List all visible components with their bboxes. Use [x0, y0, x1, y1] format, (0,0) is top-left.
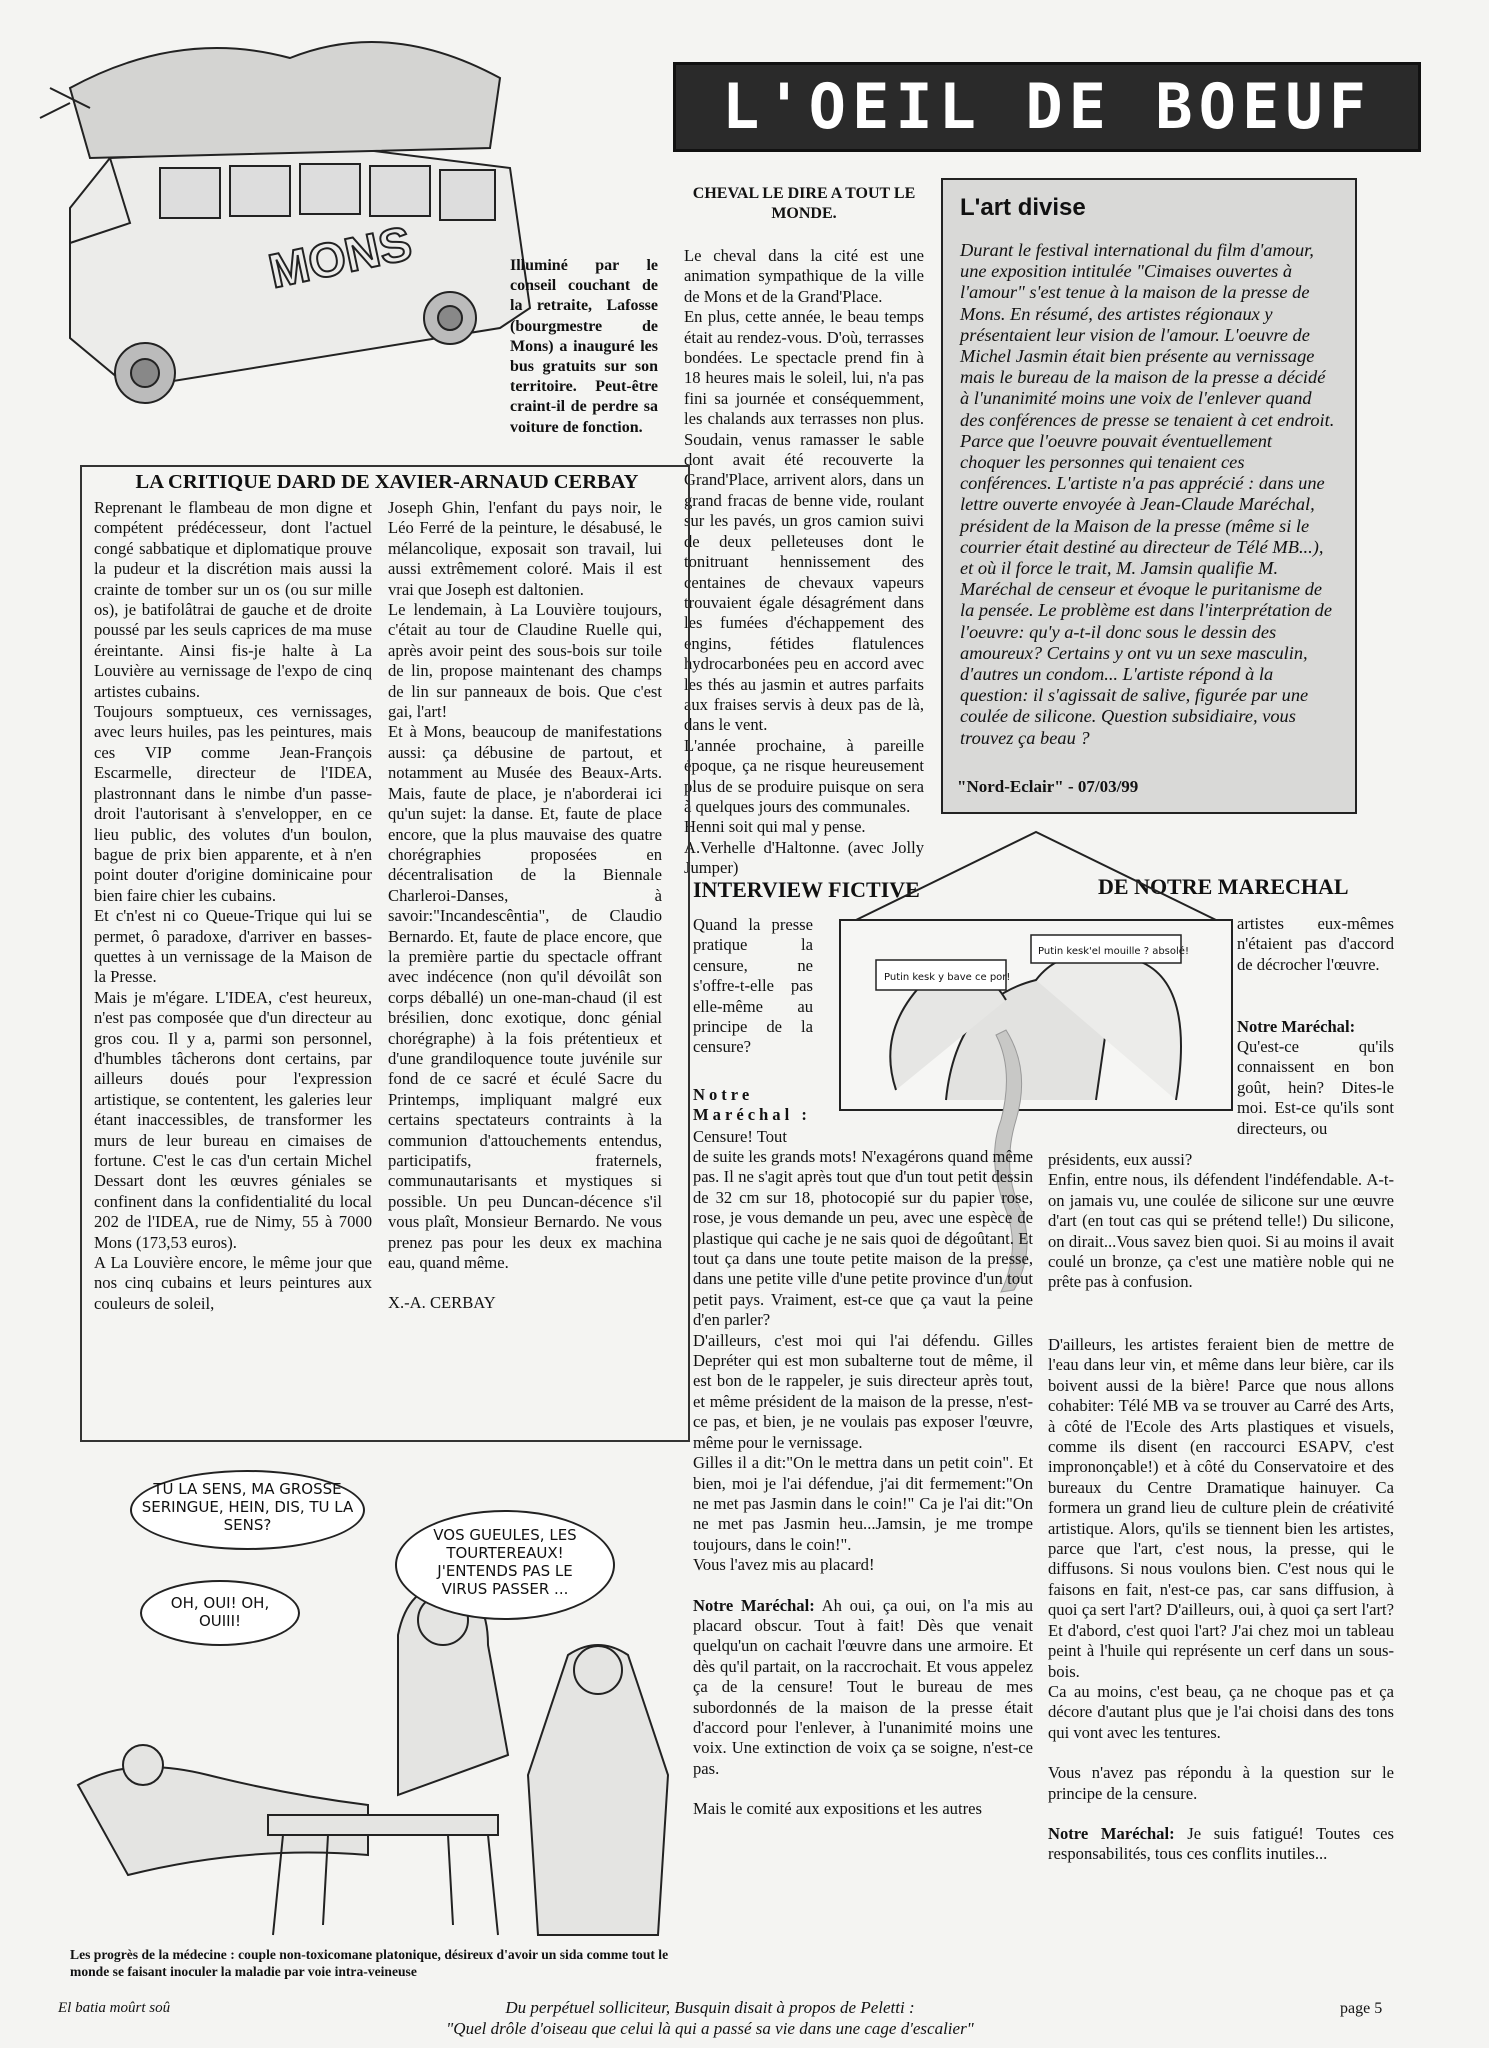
cheval-p5: A.Verhelle d'Haltonne. (avec Jolly Jumper): [684, 837, 924, 878]
cheval-p1: Le cheval dans la cité est une animation sympathique de la ville de Mons et de la Grand'Place.: [684, 246, 924, 306]
interview-title-left: INTERVIEW FICTIVE: [693, 877, 920, 902]
bubble-1: TU LA SENS, MA GROSSE SERINGUE, HEIN, DIS, TU LA SENS?: [130, 1470, 365, 1550]
footer-left: El batia moûrt soû: [58, 2000, 171, 2016]
bus-drawing: [30, 8, 550, 448]
critique-col2: [388, 498, 662, 1314]
bus-sign: MONS: [264, 217, 417, 299]
interview-speaker-2: Notre Maréchal:: [693, 1595, 815, 1615]
cheval-p3: L'année prochaine, à pareille époque, ça ne risque heureusement plus de se produire puisque on sera à quelques jours des communales.: [684, 735, 924, 816]
interview-right-p6: [1048, 1824, 1394, 1865]
cartoon-caption: Les progrès de la médecine : couple non-toxicomane platonique, désireux d'avoir un sida comme tout le monde se faisant inoculer la maladie par voie intra-veineuse: [70, 1947, 669, 1979]
critique-p3: Et c'n'est ni co Queue-Trique qui lui se permet, ô paradoxe, d'arriver en basses-quettes à un vernissage de la Maison de la Presse.: [94, 906, 372, 987]
interview-right-p1: présidents, eux aussi?: [1048, 1150, 1193, 1169]
critique-p1: Reprenant le flambeau de mon digne et compétent prédécesseur, dont l'actuel congé sabbatique et diplomatique prouve la pudeur et la discrétion mais aussi la crainte de tomber sur un os (ou sur mille os), je batifolâtrai de gauche et de droite poussé par les seuls caprices de ma muse éreintante. Ainsi fis-je halte à La Louvière au vernissage de l'expo de cinq artistes cubains.: [94, 498, 372, 701]
critique-col1: [94, 498, 372, 1314]
critique-p8: Et à Mons, beaucoup de manifestations aussi: ça débusine de partout, et notamment au Musée des Beaux-Arts. Mais, faute de place, je n'aborderai ici qu'un sujet: la danse. Et, faute de place encore, que la plus mauvaise des quatre chorégraphies proposées en décentralisation de la Biennale Charleroi-Danses, à savoir:"Incandescêntia", de Claudio Bernardo. Et, faute de place encore, que la première partie du spectacle offrant avec indécence (non qu'il dévoilât son corps déballé) un one-man-chaud (il est brésilien, donc exotique, donc génial chorégraphe) à la fois prétentieux et d'une grandiloquence toute juvénile sur fond de ce sacré et éculé Sacre du Printemps, impliquant malgré eux certains spectateurs contraints à la communion d'attouchements entendus, participatifs, fraternels, communautarisants et mystiques si possible. Un peu Duncan-décence s'il vous plaît, Monsieur Bernardo. Ne vous prenez pas pour les deux ex machina eau, quand même.: [388, 722, 662, 1273]
interview-mid-p3: Gilles il a dit:"On le mettra dans un petit coin". Et bien, moi je l'ai défendue, j'ai dit fermement:"On ne met pas Jasmin dans le coin!" Ca je l'ai dit:"On ne met pas Jasmin heu...Jamsin, je me trompe toujours, dans le coin!".: [693, 1453, 1033, 1554]
interview-speaker-4: Notre Maréchal:: [1048, 1823, 1175, 1843]
interview-mid-p6: Mais le comité aux expositions et les autres: [693, 1799, 982, 1819]
interview-mid-p4: Vous l'avez mis au placard!: [693, 1555, 875, 1575]
interview-right-p5: Vous n'avez pas répondu à la question sur le principe de la censure.: [1048, 1763, 1394, 1803]
interview-right-top: artistes eux-mêmes n'étaient pas d'accord de décrocher l'œuvre.: [1237, 914, 1394, 974]
bubble-3: VOS GUEULES, LES TOURTEREAUX! J'ENTENDS PAS LE VIRUS PASSER ...: [395, 1510, 615, 1620]
art-divise-body: Durant le festival international du film d'amour, une exposition intitulée "Cimaises ouvertes à l'amour" s'est tenue à la maison de la presse de Mons. En résumé, des artistes régionaux y présentaient leur vision de l'amour. L'oeuvre de Michel Jasmin était bien présente au vernissage mais le bureau de la maison de la presse a décidé à l'unanimité moins une voix de l'enlever quand des conférences de presse se tenaient à cet endroit. Parce que l'oeuvre pouvait éventuellement choquer les personnes qui tenaient ces conférences. L'artiste n'a pas apprécié : dans une lettre ouverte envoyée à Jean-Claude Maréchal, président de la Maison de la presse (même si le courrier était destiné au directeur de Télé MB...), et où il force le trait, M. Jamsin qualifie M. Maréchal de censeur et évoque le puritanisme de la pensée. Le problème est dans l'interprétation de l'oeuvre: qu'y a-t-il donc sous le dessin des amoureux? Certains y ont vu un sexe masculin, d'autres un condom... L'artiste répond à la question: il s'agissait de salive, figurée par une coulée de silicone. Question subsidiaire, vous trouvez ça beau ?: [960, 240, 1335, 748]
interview-mid-p2: D'ailleurs, c'est moi qui l'ai défendu. Gilles Depréter qui est mon subalterne tout de même, il est bon de le rappeler, je suis directeur après tout, et même président de la maison de la presse, n'est-ce pas, et bien, je ne voulais pas exposer l'œuvre, même pour le vernissage.: [693, 1330, 1033, 1452]
critique-p2: Toujours somptueux, ces vernissages, avec leurs huiles, pas les peintures, mais ces VIP comme Jean-François Escarmelle, directeur de l'IDEA, plastronnant dans le nimbe d'un passe-droit l'autorisant à s'envelopper, en ce lieu public, des volutes d'un boulon, bague de prix bien apparente, et à n'en point douter d'origine dominicaine pour bien faire chier les cubains.: [94, 702, 372, 905]
interview-speaker-1: Notre Maréchal :: [693, 1085, 811, 1125]
interview-right-wide: [1048, 1150, 1394, 1293]
interview-right-p2: Enfin, entre nous, ils défendent l'indéfendable. A-t-on jamais vu, une coulée de silicone sur une œuvre d'art (en tout cas qui se prétend telle!) Du silicone, on dirait...Vous savez bien quoi. Si au moins il avait coulé un bronze, ça c'est une matière noble qui ne prête pas à confusion.: [1048, 1170, 1394, 1292]
interview-speaker-3: Notre Maréchal:: [1237, 1017, 1356, 1036]
cheval-title: CHEVAL LE DIRE A TOUT LE MONDE.: [692, 185, 916, 222]
cheval-body: [684, 246, 924, 879]
cheval-p4: Henni soit qui mal y pense.: [684, 817, 866, 837]
speech-left: Putin kesk y bave ce por!: [884, 972, 1011, 983]
interview-title-right: DE NOTRE MARECHAL: [1098, 874, 1349, 899]
critique-p7: Le lendemain, à La Louvière toujours, c'était au tour de Claudine Ruelle qui, après avoir peint des sous-bois sur toile de lin, propose maintenant des champs de lin sur panneaux de bois. Que c'est gai, l'art!: [388, 600, 662, 722]
interview-mid-p5: [693, 1596, 1033, 1780]
critique-p4: Mais je m'égare. L'IDEA, c'est heureux, n'est pas composée que d'un directeur au gros cou. Il y a, parmi son personnel, d'humbles tâcherons dont certains, par ailleurs doués pour l'expression artistique, se contentent, les galeries leur étant inaccessibles, de transformer les murs de leur bureau en cimaises de fortune. C'est le cas d'un certain Michel Dessart dont les œuvres géniales se confinent dans la confidentialité du local 202 de l'IDEA, rue de Nimy, 55 à 7000 Mons (173,53 euros).: [94, 987, 372, 1252]
cheval-p2: En plus, cette année, le beau temps était au rendez-vous. D'où, terrasses bondées. Le spectacle prend fin à 18 heures mais le soleil, lui, n'a pas fini sa journée et conséquemment, les chalands aux terrasses non plus. Soudain, venus ramasser le sable dont avait été recouverte la Grand'Place, arrivent alors, dans un grand fracas de benne vide, roulant sur les pavés, un gros camion suivi de deux pelleteuses dont le tonitruant hennissement des centaines de chevaux vapeurs trouvaient égale désagrément dans les fumées d'échappement des engins, fétides flatulences hydrocarbonées peu en accord avec les thés au jasmin et autres parfaits aux fraises servis à deux pas de là, dans le vent.: [684, 307, 924, 735]
speech-right: Putin kesk'el mouille ? absolé!: [1038, 946, 1189, 957]
bus-caption: Illuminé par le conseil couchant de la retraite, Lafosse (bourgmestre de Mons) a inauguré les bus gratuits sur son territoire. Peut-être craint-il de perdre sa voiture de fonction.: [510, 257, 658, 436]
interview-right-p3: D'ailleurs, les artistes feraient bien de mettre de l'eau dans leur vin, et même dans leur bière, car ils boivent aussi de la bière! Parce que nous allons cohabiter: Télé MB va se trouver au Carré des Arts, à côté de l'Ecole des Arts plastiques et visuels, comme ils disent (en raccourci ESAPV, c'est imprononçable!) et à côté du Conservatoire et des bureaux du Centre Dramatique hainuyer. Ca formera un grand lieu de culture plein de créativité artistique. Alors, qu'ils se tiennent bien les artistes, parce que l'art, c'est nous, la presse, qui le diffusons. Si nous voulons bien. C'est nous qui le faisons en fait, n'est-ce pas, car sans diffusion, à quoi ça sert l'art? D'ailleurs, oui, à quoi ça sert l'art? Et d'abord, c'est quoi l'art? J'ai chez moi un tableau peint à l'huile qui représente un cerf dans un sous-bois.: [1048, 1335, 1394, 1681]
art-divise-source: "Nord-Eclair" - 07/03/99: [957, 777, 1139, 796]
interview-right-q: Qu'est-ce qu'ils connaissent en bon goût, hein? Dites-le moi. Est-ce qu'ils sont directeurs, ou: [1237, 1037, 1394, 1138]
interview-mid-answer: Ah oui, ça oui, on l'a mis au placard obscur. Tout à fait! Dès que venait quelqu'un on cachait l'œuvre dans une armoire. Et dès qu'il partait, on la raccrochait. Et vous appelez ça de la censure! Tout le bureau de mes subordonnés de la maison de la presse était d'accord pour l'enlever, à l'unanimité moins une voix. Une extinction de voix ça se soigne, n'est-ce pas.: [693, 1595, 1034, 1778]
page-number: page 5: [1340, 2000, 1383, 2017]
critique-title: LA CRITIQUE DARD DE XAVIER-ARNAUD CERBAY: [135, 471, 639, 493]
footer-quote-1: Du perpétuel solliciteur, Busquin disait à propos de Peletti :: [505, 1998, 915, 2017]
interview-right-p4: Ca au moins, c'est beau, ça ne choque pas et ça décore d'autant plus que je l'ai choisi dans des tons qui vont avec les tentures.: [1048, 1681, 1394, 1742]
art-divise-title: L'art divise: [960, 194, 1086, 221]
interview-col-mid: [693, 1147, 1033, 1820]
interview-right-lower: [1048, 1335, 1394, 1865]
critique-signature: X.-A. CERBAY: [388, 1293, 496, 1313]
critique-p6: Joseph Ghin, l'enfant du pays noir, le Léo Ferré de la peinture, le désabusé, le mélancolique, exposait son travail, lui aussi extrêmement coloré. Mais il est vrai que Joseph est daltonien.: [388, 498, 662, 599]
interview-right-gap: [1048, 1743, 1394, 1763]
bus-illustration: [30, 8, 550, 448]
footer-quote-2: "Quel drôle d'oiseau que celui là qui a passé sa vie dans une cage d'escalier": [446, 2019, 974, 2038]
interview-mid-p1: de suite les grands mots! N'exagérons quand même pas. Il ne s'agit après tout que d'un tout petit dessin de 32 cm sur 18, photocopié sur du papier rose, rose, je vous demande un peu, avec une espèce de plastique qui cache je ne sais quoi de dégoûtant. Et tout ça dans une toute petite maison de la presse, dans une petite ville d'une petite province d'un tout petit pays. Vraiment, est-ce que ça vaut la peine d'en parler?: [693, 1147, 1033, 1330]
masthead-title: L'OEIL DE BOEUF: [673, 62, 1421, 152]
critique-p5: A La Louvière encore, le même jour que nos cinq cubains et leurs peintures aux couleurs de soleil,: [94, 1253, 372, 1313]
interview-intro: Quand la presse pratique la censure, ne s'offre-t-elle pas elle-même au principe de la censure?: [693, 915, 813, 1057]
interview-mid-first: Censure! Tout: [693, 1127, 787, 1146]
interview-right-last: Je suis fatigué! Toutes ces responsabilités, tous ces conflits inutiles...: [1048, 1823, 1394, 1864]
bubble-2: OH, OUI! OH, OUIII!: [140, 1580, 300, 1646]
